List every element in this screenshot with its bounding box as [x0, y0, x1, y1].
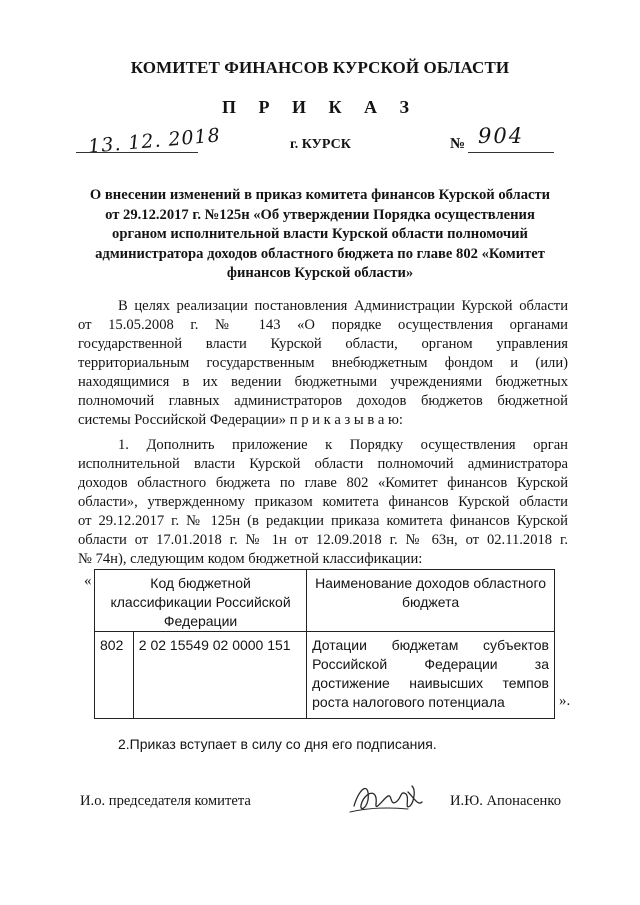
header-code-cell: Код бюджетной классификации Российской Федерации — [95, 570, 307, 632]
subject-line: от 29.12.2017 г. №125н «Об утверждении Порядка осуществления — [105, 206, 535, 223]
handwritten-number: 904 — [478, 124, 525, 148]
order-subject — [75, 186, 565, 284]
item-1-paragraph-body — [78, 455, 568, 550]
header-name-cell: Наименование доходов областного бюджета — [307, 570, 555, 632]
revenue-name-line: Дотации бюджетам субъектов — [312, 637, 549, 653]
paragraph-line: находящимися в их ведении бюджетными учреждениями бюджетных — [78, 374, 568, 390]
revenue-name-line: Российской Федерации за — [312, 656, 549, 672]
admin-code-cell: 802 — [95, 632, 134, 719]
item-1-paragraph — [78, 436, 568, 455]
opening-quote: « — [84, 573, 92, 589]
organization-title: КОМИТЕТ ФИНАНСОВ КУРСКОЙ ОБЛАСТИ — [130, 58, 510, 77]
number-label: № — [450, 136, 466, 152]
document-type-title: П Р И К А З — [221, 97, 419, 117]
date-underline — [76, 152, 198, 153]
subject-line: органом исполнительной власти Курской области полномочий — [112, 226, 528, 242]
signer-position: И.о. председателя комитета — [80, 793, 251, 809]
item-2-paragraph: 2.Приказ вступает в силу со дня его подписания. — [118, 736, 437, 752]
item-1-paragraph-end — [78, 550, 568, 569]
paragraph-line: от 15.05.2008 г. № 143 «О порядке осуществления органами — [78, 317, 568, 333]
revenue-name-cell — [307, 632, 555, 719]
kbk-code-cell: 2 02 15549 02 0000 151 — [133, 632, 306, 719]
subject-line: О внесении изменений в приказ комитета финансов Курской области — [89, 187, 551, 203]
paragraph-line: полномочий главных администраторов доходов бюджетов бюджетной — [78, 393, 568, 409]
paragraph-line: доходов областного бюджета по главе 802 «Комитет финансов Курской — [78, 475, 568, 491]
subject-line: администратора доходов областного бюджета по главе 802 «Комитет — [95, 245, 545, 262]
preamble-paragraph-body — [78, 316, 568, 411]
handwritten-date: 13. 12. 2018 — [87, 124, 222, 158]
preamble-paragraph-end — [78, 411, 568, 430]
paragraph-line: государственной власти Курской области, органом управления — [78, 336, 568, 352]
subject-line: финансов Курской области» — [226, 265, 414, 281]
paragraph-line: территориальным государственным внебюджетным фондом и (или) — [78, 355, 568, 371]
table-row — [95, 632, 555, 719]
signer-name: И.Ю. Апонасенко — [450, 793, 562, 809]
city-label: г. КУРСК — [290, 137, 351, 152]
paragraph-line: системы Российской Федерации» п р и к а з ы в а ю: — [78, 412, 403, 428]
closing-quote: ». — [559, 693, 571, 709]
number-underline — [468, 152, 554, 153]
paragraph-line: В целях реализации постановления Администрации Курской области — [118, 298, 568, 314]
paragraph-line: исполнительной власти Курской области полномочий администратора — [78, 456, 568, 472]
paragraph-line: области», утвержденному приказом комитета финансов Курской области — [78, 494, 568, 510]
paragraph-line: 1. Дополнить приложение к Порядку осуществления орган — [118, 437, 568, 453]
paragraph-line: области от 17.01.2018 г. № 1н от 12.09.2018 г. № 63н, от 02.11.2018 г. — [78, 532, 568, 548]
paragraph-line: № 74н), следующим кодом бюджетной классификации: — [78, 551, 423, 567]
paragraph-line: от 29.12.2017 г. № 125н (в редакции приказа комитета финансов Курской — [78, 513, 568, 529]
handwritten-signature — [348, 776, 428, 820]
revenue-name-line: достижение наивысших темпов — [312, 675, 549, 691]
revenue-name-line: роста налогового потенциала — [312, 694, 505, 710]
preamble-paragraph — [78, 297, 568, 316]
table-header-row — [95, 570, 555, 632]
classification-table — [94, 569, 555, 719]
